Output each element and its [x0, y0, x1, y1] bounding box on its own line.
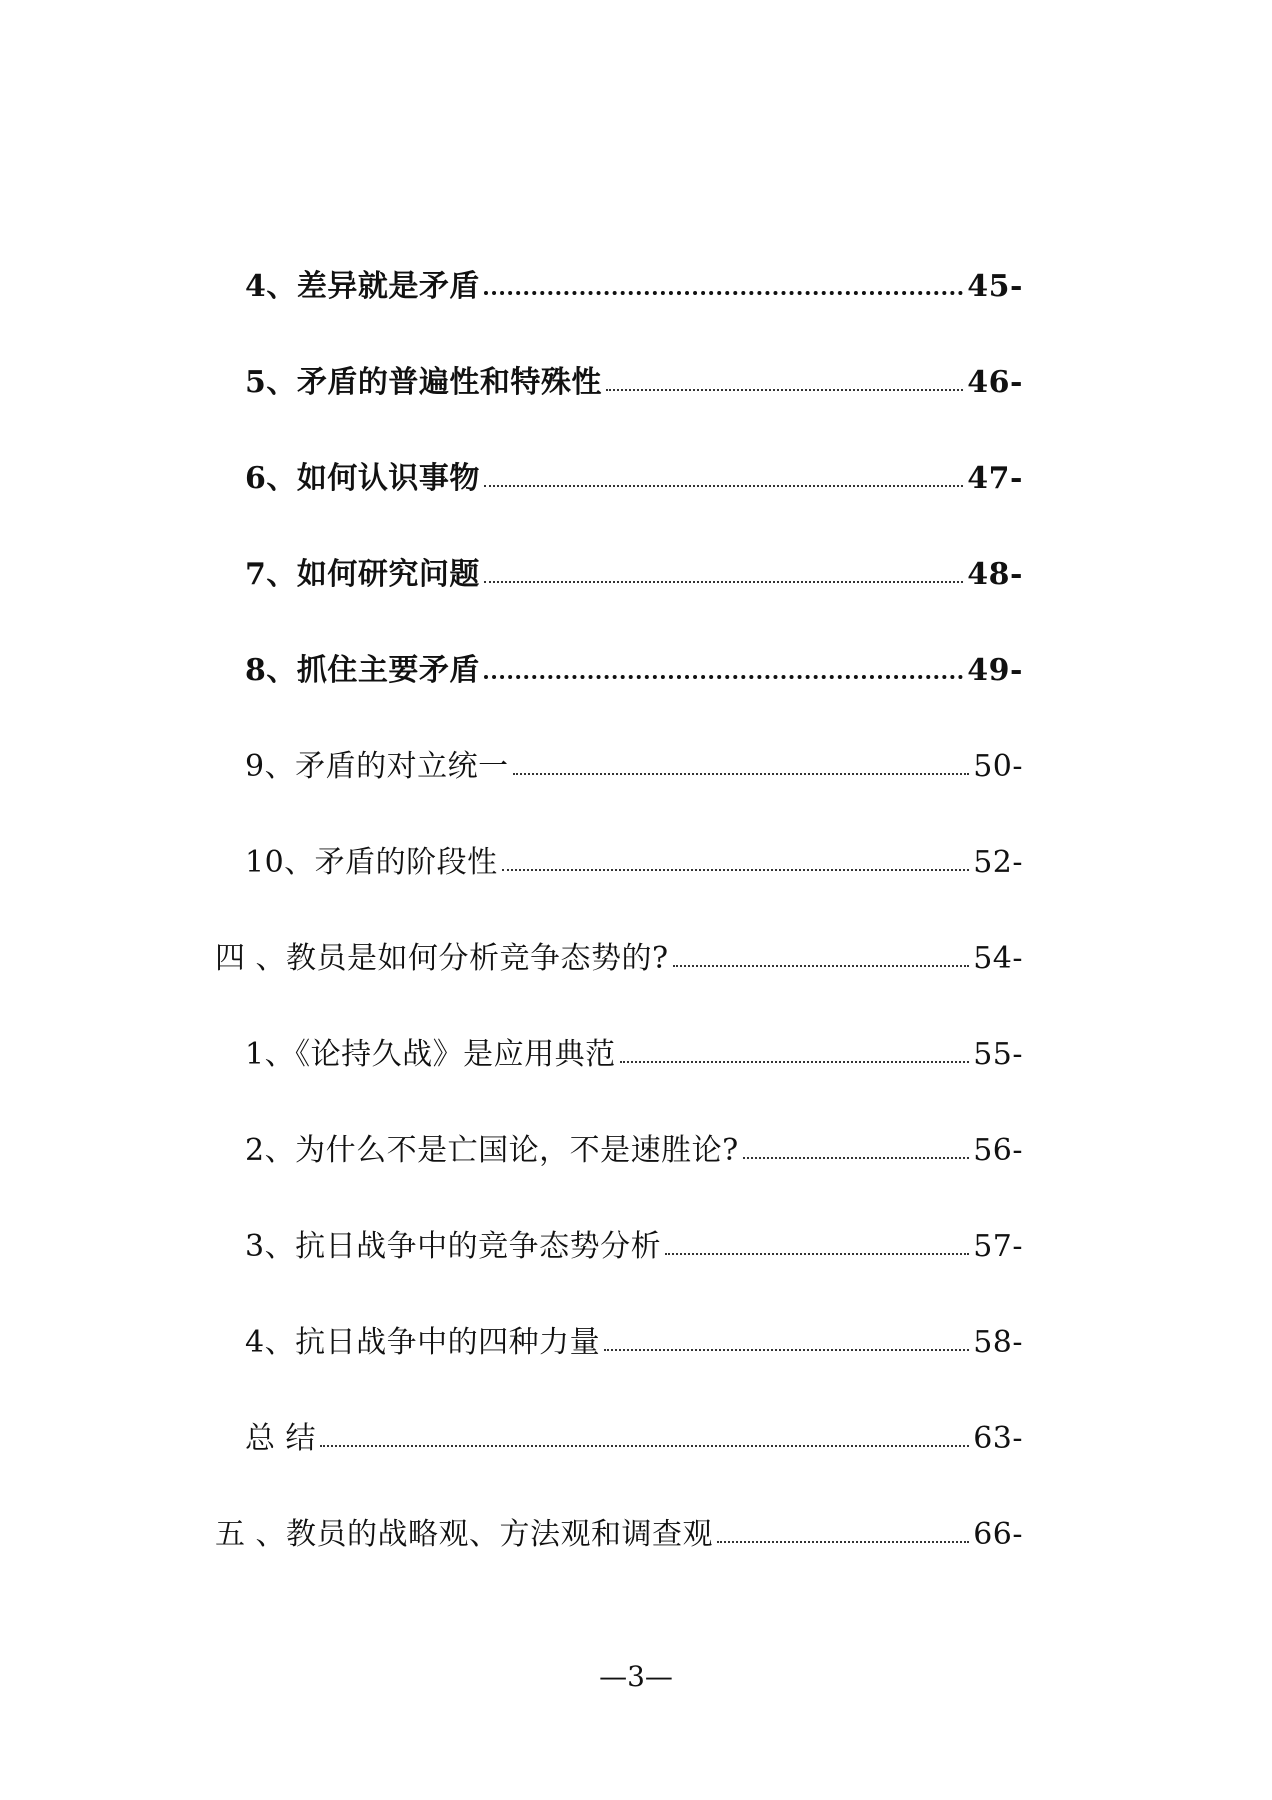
toc-dot-leader — [484, 484, 963, 487]
toc-dot-leader — [484, 290, 963, 295]
toc-entry-label: 2、为什么不是亡国论，不是速胜论? — [245, 1133, 739, 1168]
toc-entry-page: 50- — [973, 749, 1023, 784]
toc-dot-leader — [484, 580, 963, 583]
toc-dot-leader — [484, 674, 963, 679]
toc-entry-page: 52- — [973, 845, 1023, 880]
toc-dot-leader — [502, 868, 970, 871]
toc-entry[interactable] — [245, 828, 1023, 878]
toc-entry-label: 4、抗日战争中的四种力量 — [245, 1325, 601, 1360]
toc-entry-label: 五 、教员的战略观、方法观和调查观 — [215, 1517, 714, 1552]
toc-dot-leader — [673, 964, 970, 967]
toc-entry-page: 56- — [973, 1133, 1023, 1168]
toc-entry[interactable] — [245, 1308, 1023, 1358]
toc-dot-leader — [606, 388, 963, 391]
toc-dot-leader — [513, 772, 970, 775]
toc-entry-label: 10、矛盾的阶段性 — [245, 845, 498, 880]
toc-entry-label: 1、《论持久战》是应用典范 — [245, 1037, 616, 1072]
toc-entry-label: 四 、教员是如何分析竞争态势的? — [215, 941, 669, 976]
toc-entry[interactable] — [245, 1404, 1023, 1454]
toc-entry[interactable] — [245, 348, 1023, 398]
toc-entry-label: 8、抓住主要矛盾 — [245, 653, 480, 688]
toc-entry-page: 45- — [967, 269, 1023, 304]
toc-entry-label: 9、矛盾的对立统一 — [245, 749, 509, 784]
toc-dot-leader — [620, 1060, 970, 1063]
toc-entry[interactable] — [245, 540, 1023, 590]
toc-entry-label: 6、如何认识事物 — [245, 461, 480, 496]
toc-dot-leader — [320, 1444, 969, 1447]
toc-dot-leader — [604, 1348, 969, 1351]
toc-entry[interactable] — [215, 924, 1023, 974]
toc-entry-page: 48- — [967, 557, 1023, 592]
toc-entry-label: 4、差异就是矛盾 — [245, 269, 480, 304]
toc-entry-page: 55- — [973, 1037, 1023, 1072]
toc-entry-label: 总 结 — [245, 1421, 317, 1456]
toc-entry-page: 46- — [967, 365, 1023, 400]
toc-entry-page: 57- — [973, 1229, 1023, 1264]
toc-entry-page: 63- — [973, 1421, 1023, 1456]
toc-entry-page: 58- — [973, 1325, 1023, 1360]
page-number: —3— — [599, 1660, 673, 1693]
toc-entry[interactable] — [245, 636, 1023, 686]
toc-entry[interactable] — [245, 1116, 1023, 1166]
toc-entry-label: 5、矛盾的普遍性和特殊性 — [245, 365, 602, 400]
toc-entry-label: 7、如何研究问题 — [245, 557, 480, 592]
toc-dot-leader — [717, 1540, 969, 1543]
toc-entry-label: 3、抗日战争中的竞争态势分析 — [245, 1229, 662, 1264]
toc-entry[interactable] — [245, 444, 1023, 494]
toc-entry[interactable] — [245, 1020, 1023, 1070]
toc-entry[interactable] — [215, 1500, 1023, 1550]
toc-entry[interactable] — [245, 1212, 1023, 1262]
toc-dot-leader — [743, 1156, 970, 1159]
toc-dot-leader — [665, 1252, 969, 1255]
toc-entry-page: 66- — [973, 1517, 1023, 1552]
toc-entry-page: 47- — [967, 461, 1023, 496]
toc-entry-page: 49- — [967, 653, 1023, 688]
toc-entry[interactable] — [245, 252, 1023, 302]
toc-entry-page: 54- — [973, 941, 1023, 976]
toc-entry[interactable] — [245, 732, 1023, 782]
